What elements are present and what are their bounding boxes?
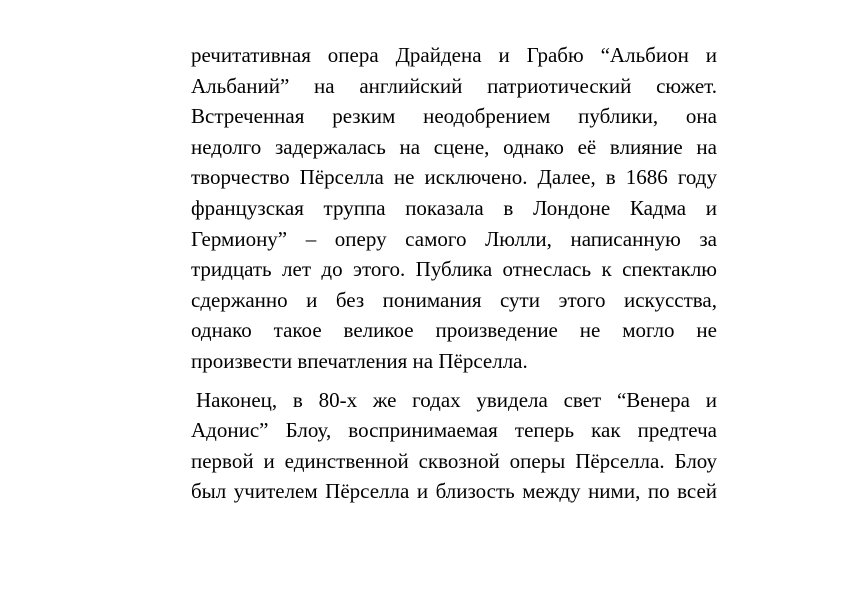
text-line: Адонис” Блоу, воспринимаемая теперь как предтеча (191, 418, 717, 443)
text-line: произвести впечатления на Пёрселла. (191, 348, 528, 373)
text-line: недолго задержалась на сцене, однако её влияние на (191, 134, 717, 159)
text-line: тридцать лет до этого. Публика отнеслась к спектаклю (191, 257, 717, 282)
text-line: сдержанно и без понимания сути этого искусства, (191, 287, 717, 312)
text-line: Встреченная резким неодобрением публики, она (191, 104, 717, 129)
text-line: творчество Пёрселла не исключено. Далее, в 1686 году (191, 165, 717, 190)
text-line: Наконец, в 80-х же годах увидела свет “Венера и (196, 387, 717, 412)
text-line: речитативная опера Драйдена и Грабю “Альбион и (191, 43, 717, 67)
text-body (191, 40, 717, 507)
paragraph-1 (191, 40, 717, 377)
text-line: однако такое великое произведение не могло не (191, 318, 717, 343)
text-line: французская труппа показала в Лондоне Кадма и (191, 195, 717, 220)
text-line: был учителем Пёрселла и близость между ними, по всей (191, 479, 717, 504)
paragraph-2 (191, 385, 717, 507)
text-line: первой и единственной сквозной оперы Пёрселла. Блоу (191, 448, 717, 473)
paragraph-spacer (191, 377, 717, 385)
text-line: Альбаний” на английский патриотический сюжет. (191, 73, 717, 98)
text-line: Гермиону” – оперу самого Люлли, написанную за (191, 226, 717, 251)
